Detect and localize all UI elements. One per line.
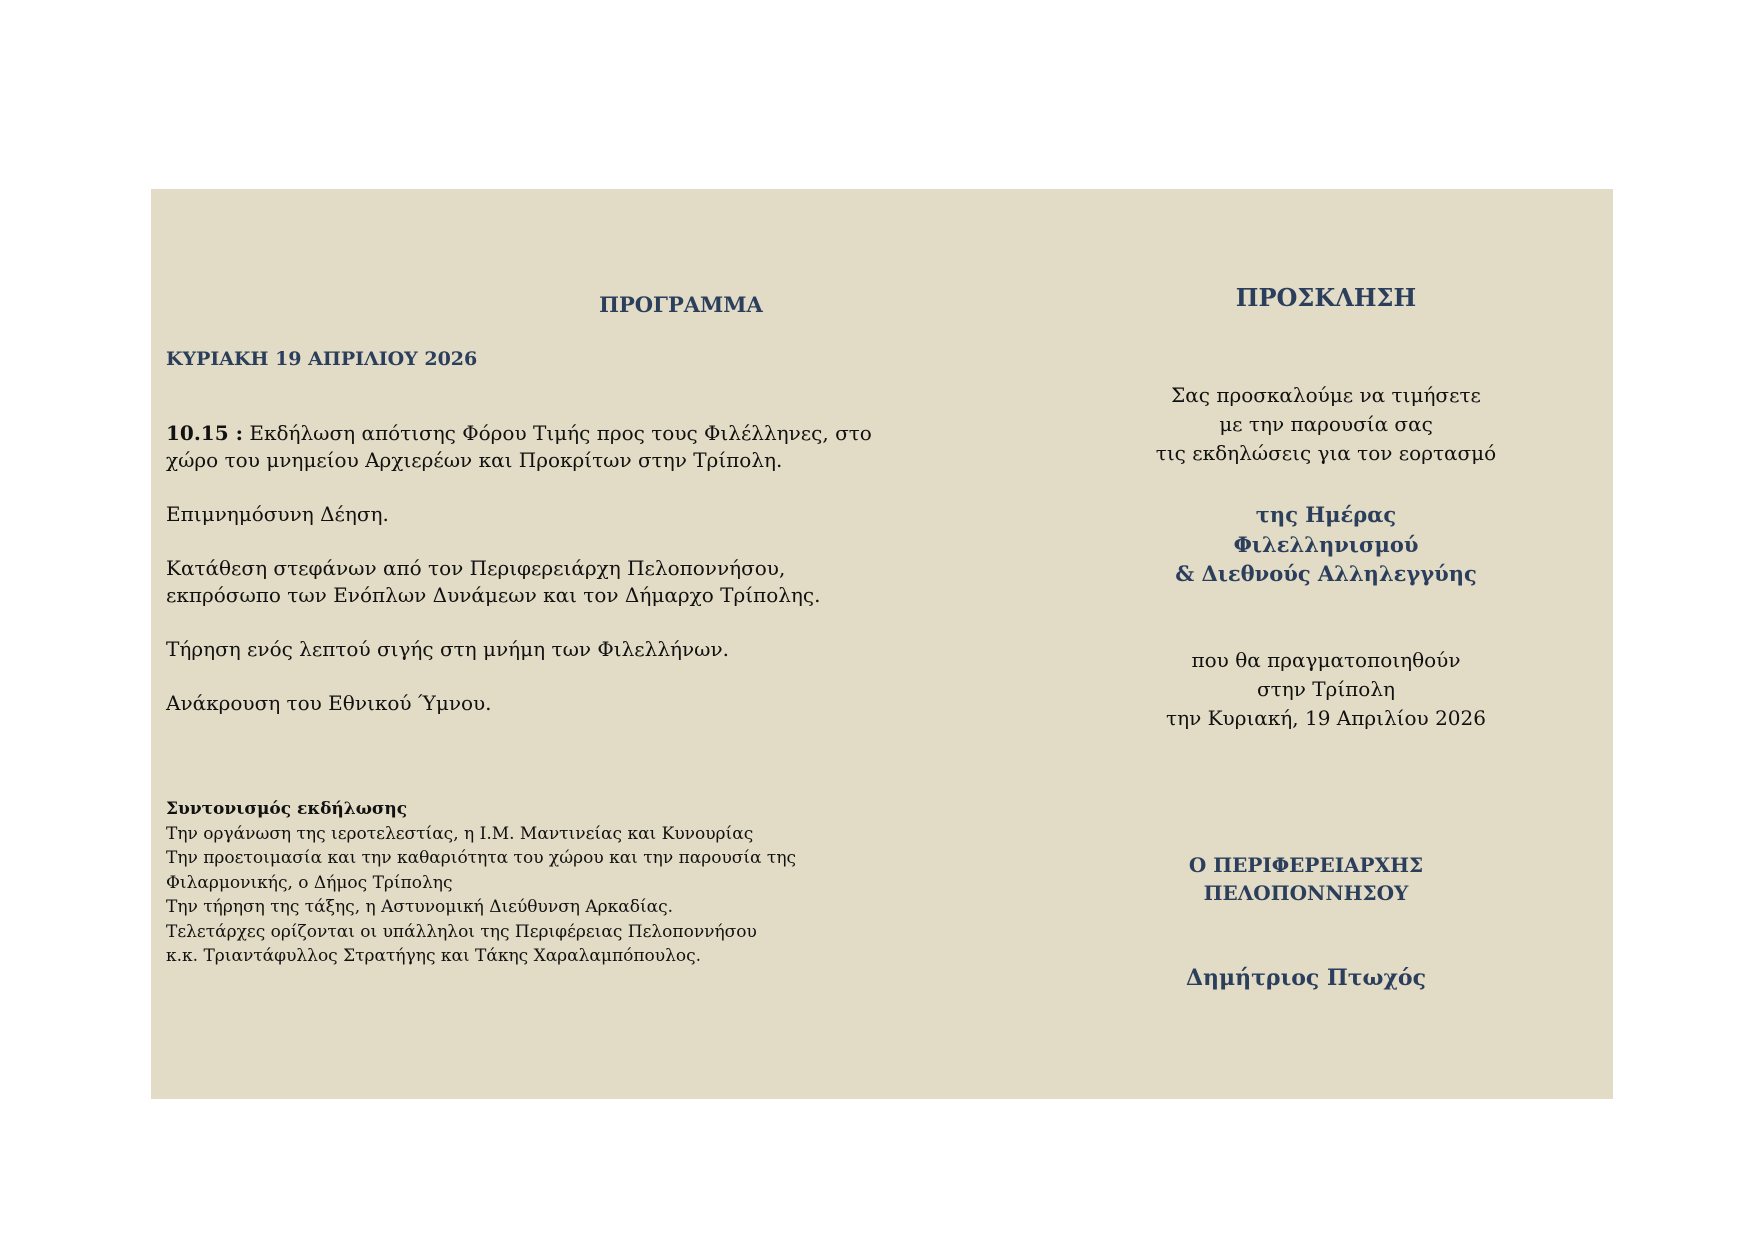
place-line: που θα πραγματοποιηθούν bbox=[1191, 648, 1461, 672]
program-item: Κατάθεση στεφάνων από τον Περιφερειάρχη Πελοποννήσου, εκπρόσωπο των Ενόπλων Δυνάμεων και τον Δήμαρχο Τρίπολης. bbox=[166, 556, 821, 607]
program-time: 10.15 : bbox=[166, 421, 243, 445]
place-line: την Κυριακή, 19 Απριλίου 2026 bbox=[1166, 706, 1486, 730]
program-list bbox=[166, 420, 886, 744]
invitation-panel bbox=[151, 189, 1613, 1099]
program-title: ΠΡΟΓΡΑΜΜΑ bbox=[599, 292, 763, 317]
coordination-line: Την προετοιμασία και την καθαριότητα του χώρου και την παρουσία της bbox=[166, 848, 797, 868]
signatory-title-line: Ο ΠΕΡΙΦΕΡΕΙΑΡΧΗΣ bbox=[1188, 853, 1424, 877]
invitation-title: ΠΡΟΣΚΛΗΣΗ bbox=[1235, 283, 1417, 312]
invitation-intro-line: με την παρουσία σας bbox=[1219, 412, 1433, 436]
occasion-line: Φιλελληνισμού bbox=[1233, 531, 1419, 557]
invitation-occasion bbox=[1081, 500, 1571, 589]
signatory-title bbox=[1081, 851, 1531, 907]
program-item: Επιμνημόσυνη Δέηση. bbox=[166, 502, 389, 526]
coordination-line: Φιλαρμονικής, ο Δήμος Τρίπολης bbox=[166, 872, 453, 893]
occasion-line: της Ημέρας bbox=[1255, 502, 1397, 527]
occasion-line: & Διεθνούς Αλληλεγγύης bbox=[1175, 561, 1477, 586]
invitation-intro bbox=[1081, 381, 1571, 468]
program-item-first bbox=[166, 420, 886, 474]
coordination-line: Την τήρηση της τάξης, η Αστυνομική Διεύθυνση Αρκαδίας. bbox=[166, 897, 674, 917]
invitation-place bbox=[1081, 646, 1571, 733]
signatory-name: Δημήτριος Πτωχός bbox=[1185, 965, 1427, 991]
coordination-block bbox=[166, 797, 866, 969]
coordination-line: Την οργάνωση της ιεροτελεστίας, η Ι.Μ. Μαντινείας και Κυνουρίας bbox=[166, 823, 754, 844]
invitation-intro-line: τις εκδηλώσεις για τον εορτασμό bbox=[1155, 441, 1497, 465]
place-line: στην Τρίπολη bbox=[1257, 677, 1395, 701]
coordination-line: Τελετάρχες ορίζονται οι υπάλληλοι της Περιφέρειας Πελοποννήσου bbox=[166, 921, 757, 942]
signatory-title-line: ΠΕΛΟΠΟΝΝΗΣΟΥ bbox=[1203, 881, 1409, 905]
program-item: Τήρηση ενός λεπτού σιγής στη μνήμη των Φιλελλήνων. bbox=[166, 637, 729, 661]
coordination-title: Συντονισμός εκδήλωσης bbox=[166, 799, 408, 819]
program-date-heading: ΚΥΡΙΑΚΗ 19 ΑΠΡΙΛΙΟΥ 2026 bbox=[166, 348, 478, 370]
program-item-text: Εκδήλωση απότισης Φόρου Τιμής προς τους Φιλέλληνες, στο χώρο του μνημείου Αρχιερέων και Προκρίτων στην Τρίπολη. bbox=[166, 421, 872, 472]
coordination-line: κ.κ. Τριαντάφυλλος Στρατήγης και Τάκης Χαραλαμπόπουλος. bbox=[166, 946, 702, 966]
program-item: Ανάκρουση του Εθνικού Ύμνου. bbox=[166, 691, 492, 715]
invitation-intro-line: Σας προσκαλούμε να τιμήσετε bbox=[1171, 383, 1481, 407]
